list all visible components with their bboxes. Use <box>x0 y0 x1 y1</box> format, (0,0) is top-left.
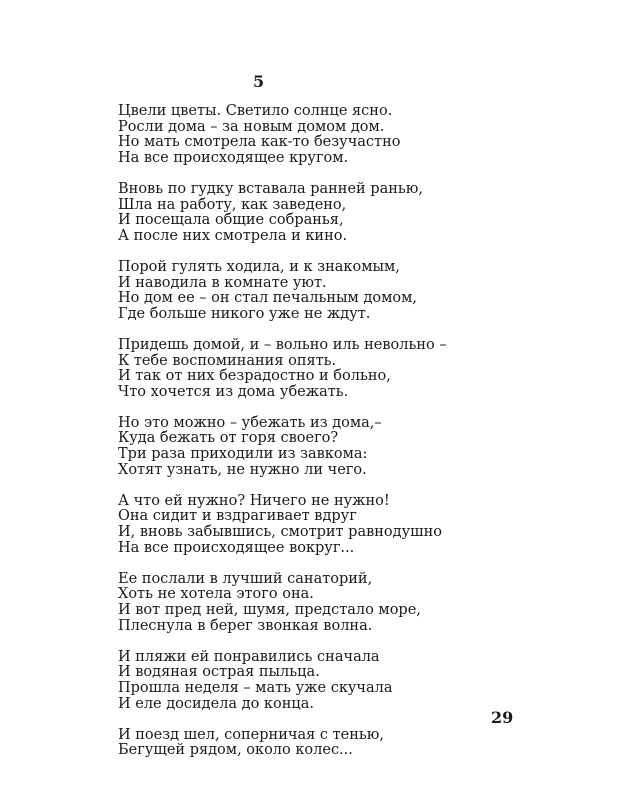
stanza <box>118 572 478 634</box>
stanza <box>118 104 478 166</box>
poem-line: Хотят узнать, не нужно ли чего. <box>118 461 367 478</box>
poem-line: И водяная острая пыльца. <box>118 664 320 681</box>
stanza <box>118 728 478 759</box>
poem-line: Придешь домой, и – вольно иль невольно – <box>118 336 447 353</box>
stanza <box>118 650 478 712</box>
poem-line: Куда бежать от горя своего? <box>118 430 339 447</box>
poem-line: Вновь по гудку вставала ранней ранью, <box>118 180 424 197</box>
poem-line: Она сидит и вздрагивает вдруг <box>118 508 357 525</box>
stanza <box>118 416 478 478</box>
page-number: 29 <box>491 708 514 727</box>
poem-line: Порой гулять ходила, и к знакомым, <box>118 258 400 275</box>
stanza <box>118 494 478 556</box>
poem-line: Хоть не хотела этого она. <box>118 586 314 603</box>
stanza <box>118 260 478 322</box>
poem-line: Шла на работу, как заведено, <box>118 196 347 213</box>
poem-line: К тебе воспоминания опять. <box>118 352 337 369</box>
section-number: 5 <box>253 72 265 91</box>
poem-text <box>118 104 478 775</box>
stanza <box>118 182 478 244</box>
poem-line: И, вновь забывшись, смотрит равнодушно <box>118 524 442 541</box>
stanza <box>118 338 478 400</box>
poem-line: Бегущей рядом, около колес... <box>118 742 353 759</box>
poem-line: И посещала общие собранья, <box>118 212 344 229</box>
poem-line: Ее послали в лучший санаторий, <box>118 570 373 587</box>
poem-line: А что ей нужно? Ничего не нужно! <box>118 492 390 509</box>
poem-line: И поезд шел, соперничая с тенью, <box>118 726 384 743</box>
poem-line: Три раза приходили из завкома: <box>118 446 368 463</box>
poem-line: И пляжи ей понравились сначала <box>118 648 380 665</box>
poem-line: И наводила в комнате уют. <box>118 274 327 291</box>
poem-line: Цвели цветы. Светило солнце ясно. <box>118 103 393 119</box>
poem-line: Прошла неделя – мать уже скучала <box>118 679 393 696</box>
poem-line: На все происходящее кругом. <box>118 149 349 166</box>
poem-line: Что хочется из дома убежать. <box>118 383 349 400</box>
poem-line: Где больше никого уже не ждут. <box>118 305 371 322</box>
poem-line: Росли дома – за новым домом дом. <box>118 118 385 135</box>
poem-line: И так от них безрадостно и больно, <box>118 368 391 385</box>
poem-line: И еле досидела до конца. <box>118 695 314 712</box>
poem-line: Плеснула в берег звонкая волна. <box>118 617 373 634</box>
poem-line: Но дом ее – он стал печальным домом, <box>118 290 417 307</box>
poem-line: На все происходящее вокруг... <box>118 539 355 556</box>
poem-line: И вот пред ней, шумя, предстало море, <box>118 602 421 618</box>
poem-line: Но это можно – убежать из дома,– <box>118 414 382 431</box>
poem-line: А после них смотрела и кино. <box>118 227 348 244</box>
poem-line: Но мать смотрела как-то безучастно <box>118 134 401 151</box>
